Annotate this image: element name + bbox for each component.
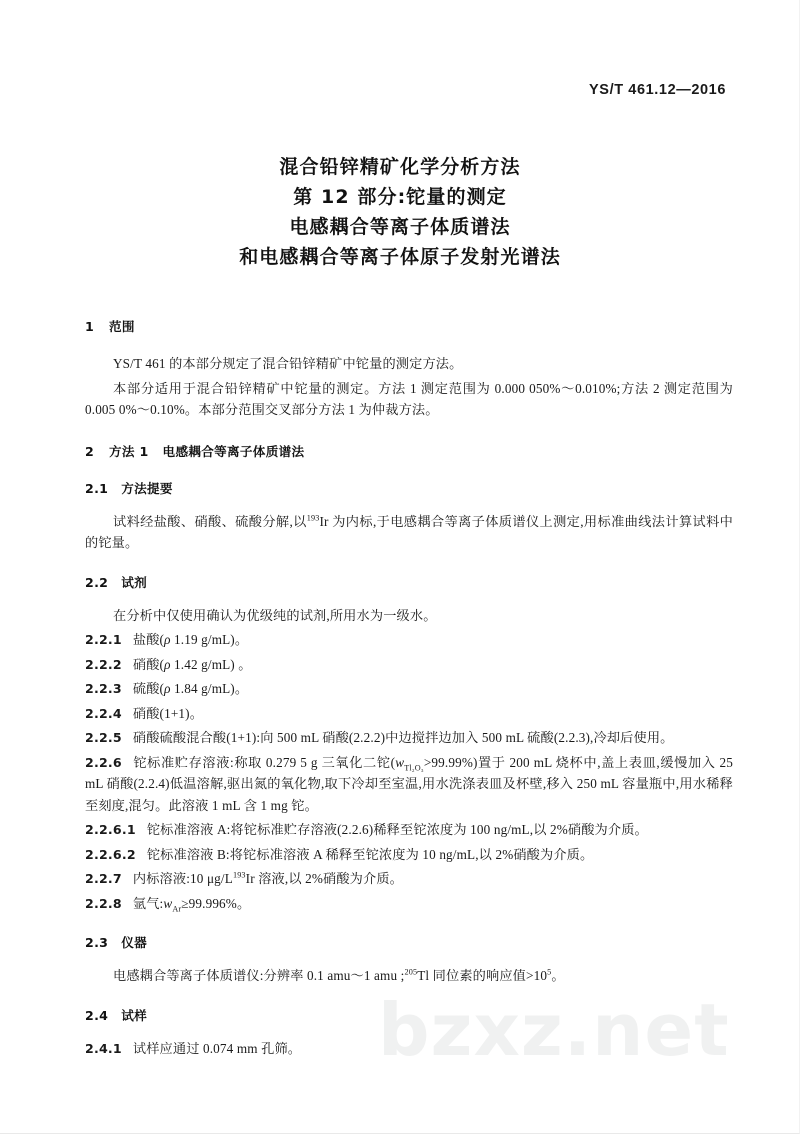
rho-symbol: ρ <box>164 656 171 672</box>
heading-principle-label: 方法提要 <box>121 480 173 496</box>
reagent-text-pre: 硝酸( <box>132 656 165 672</box>
sample-text: 试样应通过 0.074 mm 孔筛。 <box>132 1040 302 1056</box>
reagent-text-pre: 硫酸( <box>132 681 165 696</box>
reagent-text: 硝酸(1+1)。 <box>132 705 204 721</box>
rho-symbol: ρ <box>164 632 171 647</box>
sample-item-2-4-1 <box>85 1038 733 1060</box>
heading-sample <box>85 1007 733 1024</box>
mass-fraction-subscript: Tl₂O₃ <box>404 763 424 773</box>
reagent-item-2-2-6 <box>85 752 733 817</box>
reagent-item-2-2-6-1 <box>85 819 733 841</box>
principle-paragraph <box>85 511 733 554</box>
reagents-intro: 在分析中仅使用确认为优级纯的试剂,所用水为一级水。 <box>113 607 437 623</box>
heading-reagents-label: 试剂 <box>121 574 148 590</box>
reagent-text-part2: >99.99%)置于 200 mL 烧杯中,盖上表皿,缓慢加入 25 mL 硝酸(2.2.4)低温溶解,驱出氮的氧化物,取下冷却至室温,用水洗涤表皿及杯壁,移入 250 mL 容量瓶中,用水稀释至刻度,混匀。此溶液 1 mL 含 1 mg 铊。 <box>85 754 733 813</box>
heading-principle-number: 2.1 <box>85 480 109 496</box>
reagent-text-post: 1.42 g/mL) 。 <box>170 656 252 672</box>
reagent-item-2-2-1 <box>85 629 733 651</box>
reagent-label: 2.2.6 <box>85 754 122 770</box>
apparatus-text-mid: Tl 同位素的响应值>10 <box>417 968 548 983</box>
reagent-item-2-2-4 <box>85 703 733 725</box>
title-line-1: 混合铅锌精矿化学分析方法 <box>279 156 521 178</box>
reagent-text-part1: 铊标准贮存溶液:称取 0.279 5 g 三氧化二铊( <box>132 754 396 770</box>
site-watermark: bzxz.net <box>378 988 730 1072</box>
title-line-2: 第 12 部分:铊量的测定 <box>293 186 507 208</box>
reagent-text-pre: 氩气: <box>132 895 164 911</box>
reagent-label: 2.2.5 <box>85 730 122 745</box>
heading-method-1 <box>85 443 733 460</box>
reagent-label: 2.2.8 <box>85 895 122 911</box>
heading-apparatus-label: 仪器 <box>121 935 148 950</box>
document-body <box>85 318 733 1062</box>
heading-method-1-label-b: 电感耦合等离子体质谱法 <box>162 443 305 459</box>
reagent-text: 硝酸硫酸混合酸(1+1):向 500 mL 硝酸(2.2.2)中边搅拌边加入 500 mL 硫酸(2.2.3),冷却后使用。 <box>132 730 674 745</box>
heading-method-1-number: 2 <box>85 443 95 459</box>
heading-scope <box>85 318 733 335</box>
apparatus-text-pre: 电感耦合等离子体质谱仪:分辨率 0.1 amu～1 amu ; <box>113 968 405 983</box>
reagent-item-2-2-5 <box>85 727 733 749</box>
reagent-item-2-2-2 <box>85 654 733 676</box>
reagent-label: 2.2.6.2 <box>85 846 136 862</box>
reagent-text: 铊标准溶液 A:将铊标准贮存溶液(2.2.6)稀释至铊浓度为 100 ng/mL,以 2%硝酸为介质。 <box>146 822 648 837</box>
heading-reagents <box>85 574 733 591</box>
reagent-label: 2.2.6.1 <box>85 822 136 837</box>
reagent-text-post: 1.19 g/mL)。 <box>170 632 249 647</box>
reagent-text-post: ≥99.996%。 <box>181 895 251 911</box>
mass-fraction-symbol: w <box>395 754 405 770</box>
heading-sample-label: 试样 <box>121 1007 148 1023</box>
principle-text-post: Ir 为内标,于电感耦合等离子体质谱仪上测定,用标准曲线法计算试料中的铊量。 <box>85 513 734 550</box>
standard-number-header: YS/T 461.12—2016 <box>589 82 726 98</box>
heading-scope-number: 1 <box>85 319 95 334</box>
reagent-label: 2.2.2 <box>85 656 122 672</box>
scope-paragraph-1: YS/T 461 的本部分规定了混合铅锌精矿中铊量的测定方法。 <box>113 356 463 371</box>
scope-paragraph-2: 本部分适用于混合铅锌精矿中铊量的测定。方法 1 测定范围为 0.000 050%～0.010%;方法 2 测定范围为 0.005 0%～0.10%。本部分范围交叉部分方法 1 为仲裁方法。 <box>85 380 733 417</box>
principle-isotope-superscript: 193 <box>306 513 320 523</box>
principle-text-pre: 试料经盐酸、硝酸、硫酸分解,以 <box>113 513 307 529</box>
apparatus-text-post: 。 <box>551 968 565 983</box>
mass-fraction-symbol: w <box>163 895 173 911</box>
title-line-4: 和电感耦合等离子体原子发射光谱法 <box>239 246 561 268</box>
reagent-item-2-2-7 <box>85 868 733 890</box>
reagent-item-2-2-3 <box>85 678 733 700</box>
power-superscript: 5 <box>547 967 552 977</box>
heading-apparatus <box>85 934 733 951</box>
thallium-isotope-superscript: 205 <box>404 967 418 977</box>
apparatus-paragraph <box>85 965 733 987</box>
reagent-item-2-2-8 <box>85 893 733 915</box>
heading-method-1-label-a: 方法 1 <box>109 443 149 459</box>
heading-sample-number: 2.4 <box>85 1007 109 1023</box>
reagent-text-pre: 盐酸( <box>132 632 165 647</box>
heading-principle <box>85 480 733 497</box>
iridium-isotope-superscript: 193 <box>232 870 246 880</box>
reagent-label: 2.2.7 <box>85 871 122 886</box>
rho-symbol: ρ <box>164 681 171 696</box>
mass-fraction-subscript: Ar <box>172 904 182 914</box>
reagent-text-post: Ir 溶液,以 2%硝酸为介质。 <box>245 871 404 886</box>
reagent-label: 2.2.3 <box>85 681 122 696</box>
reagent-item-2-2-6-2 <box>85 844 733 866</box>
reagent-text-post: 1.84 g/mL)。 <box>170 681 249 696</box>
title-line-3: 电感耦合等离子体质谱法 <box>289 216 511 238</box>
document-title-block <box>0 152 800 272</box>
reagent-label: 2.2.1 <box>85 632 122 647</box>
heading-apparatus-number: 2.3 <box>85 935 109 950</box>
heading-scope-label: 范围 <box>109 319 135 334</box>
reagent-text: 铊标准溶液 B:将铊标准溶液 A 稀释至铊浓度为 10 ng/mL,以 2%硝酸为介质。 <box>146 846 594 862</box>
sample-label: 2.4.1 <box>85 1040 122 1056</box>
reagent-label: 2.2.4 <box>85 705 122 721</box>
heading-reagents-number: 2.2 <box>85 574 109 590</box>
reagent-text-pre: 内标溶液:10 μg/L <box>132 871 233 886</box>
